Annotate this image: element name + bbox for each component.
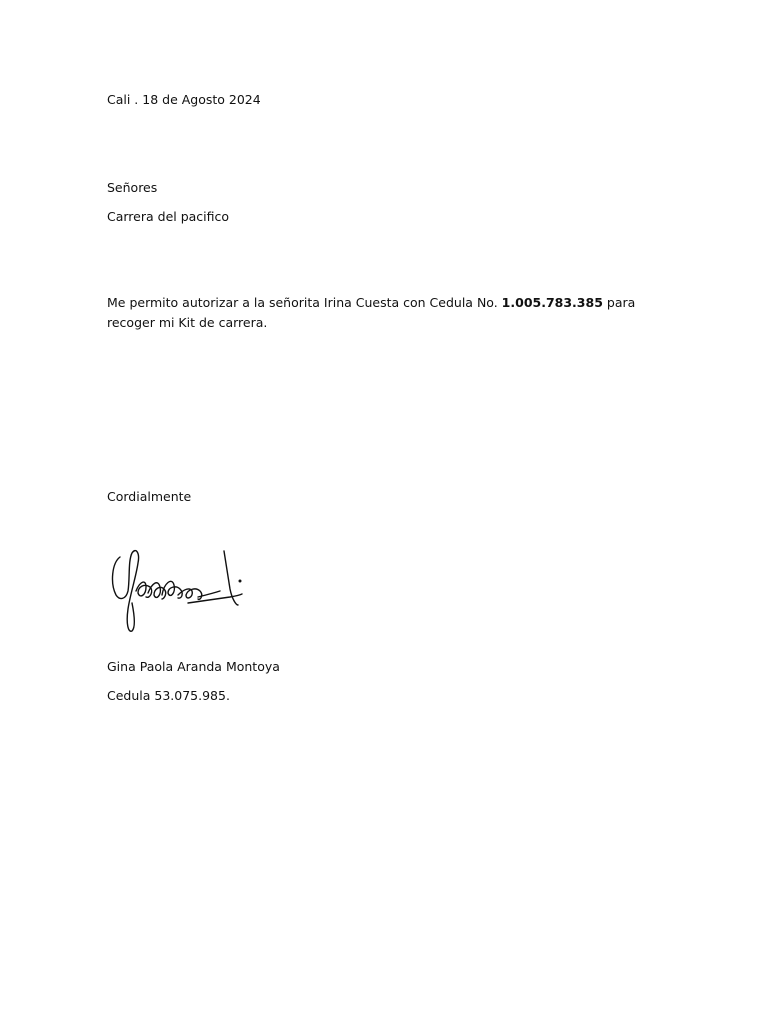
date-line: Cali . 18 de Agosto 2024 (107, 92, 261, 107)
recipient: Carrera del pacifico (107, 209, 230, 224)
handwritten-signature (106, 543, 246, 638)
closing: Cordialmente (107, 489, 192, 504)
id-number: 1.005.783.385 (501, 295, 603, 310)
salutation: Señores (107, 180, 158, 195)
body-paragraph (107, 293, 667, 333)
signer-id: Cedula 53.075.985. (107, 688, 230, 703)
signer-name: Gina Paola Aranda Montoya (107, 659, 280, 674)
body-text-before-id: Me permito autorizar a la señorita Irina Cuesta con Cedula No. (107, 295, 502, 310)
body-text-after-id: para recoger mi Kit de carrera. (107, 295, 636, 330)
